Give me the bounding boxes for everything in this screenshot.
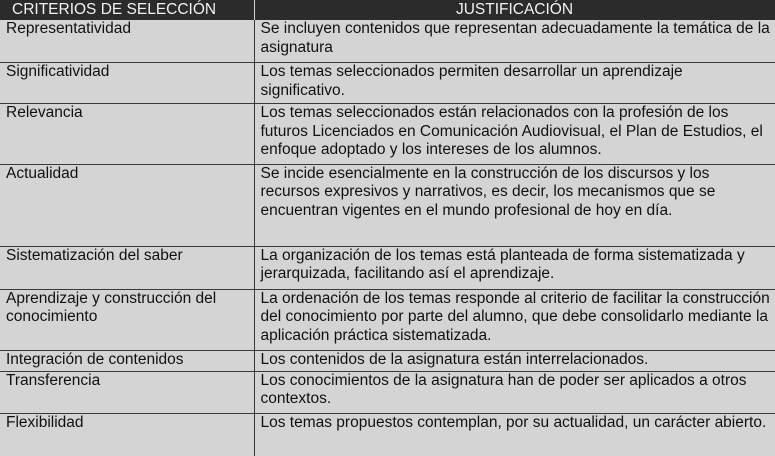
header-row [0, 0, 775, 20]
justificacion-cell: Los temas propuestos contemplan, por su actualidad, un carácter abierto. [260, 413, 767, 431]
criterio-cell: Transferencia [0, 371, 254, 413]
criterio-cell: Flexibilidad [0, 413, 254, 456]
justificacion-cell: Los contenidos de la asignatura están interrelacionados. [254, 350, 775, 371]
table-row [0, 350, 775, 371]
criterio-cell: Representatividad [0, 20, 254, 63]
justificacion-cell: La organización de los temas está planteada de forma sistematizada y jerarquizada, facilitando así el aprendizaje. [254, 246, 775, 289]
table-row [0, 371, 775, 413]
criterio-cell: Aprendizaje y construcción del conocimiento [0, 289, 254, 350]
justificacion-cell: Los temas seleccionados están relacionados con la profesión de los futuros Licenciados en Comunicación Audiovisual, el Plan de Estudios, el enfoque adoptado y los intereses de los alumnos. [254, 104, 775, 165]
table-row [0, 63, 775, 104]
table-row [0, 246, 775, 289]
justificacion-cell: Los temas seleccionados permiten desarrollar un aprendizaje significativo. [254, 63, 775, 104]
criterio-cell: Actualidad [0, 164, 254, 246]
justificacion-cell: Se incide esencialmente en la construcción de los discursos y los recursos expresivos y narrativos, es decir, los mecanismos que se encuentran vigentes en el mundo profesional de hoy en día. [254, 164, 775, 246]
table-row [0, 164, 775, 246]
criterio-cell: Significatividad [0, 63, 254, 104]
justificacion-cell: Los conocimientos de la asignatura han de poder ser aplicados a otros contextos. [254, 371, 775, 413]
table-row [0, 104, 775, 165]
table-row [0, 289, 775, 350]
header-criterios: CRITERIOS DE SELECCIÓN [0, 0, 254, 20]
criterio-cell: Relevancia [0, 104, 254, 165]
table-row [0, 20, 775, 63]
header-justificacion: JUSTIFICACIÓN [254, 0, 775, 20]
justificacion-cell: La ordenación de los temas responde al criterio de facilitar la construcción del conocimiento por parte del alumno, que debe consolidarlo mediante la aplicación práctica sistematizada. [254, 289, 775, 350]
criterio-cell: Sistematización del saber [0, 246, 254, 289]
justificacion-cell: Se incluyen contenidos que representan adecuadamente la temática de la asignatura [254, 20, 775, 63]
table-row [0, 413, 775, 456]
criterio-cell: Integración de contenidos [0, 350, 254, 371]
